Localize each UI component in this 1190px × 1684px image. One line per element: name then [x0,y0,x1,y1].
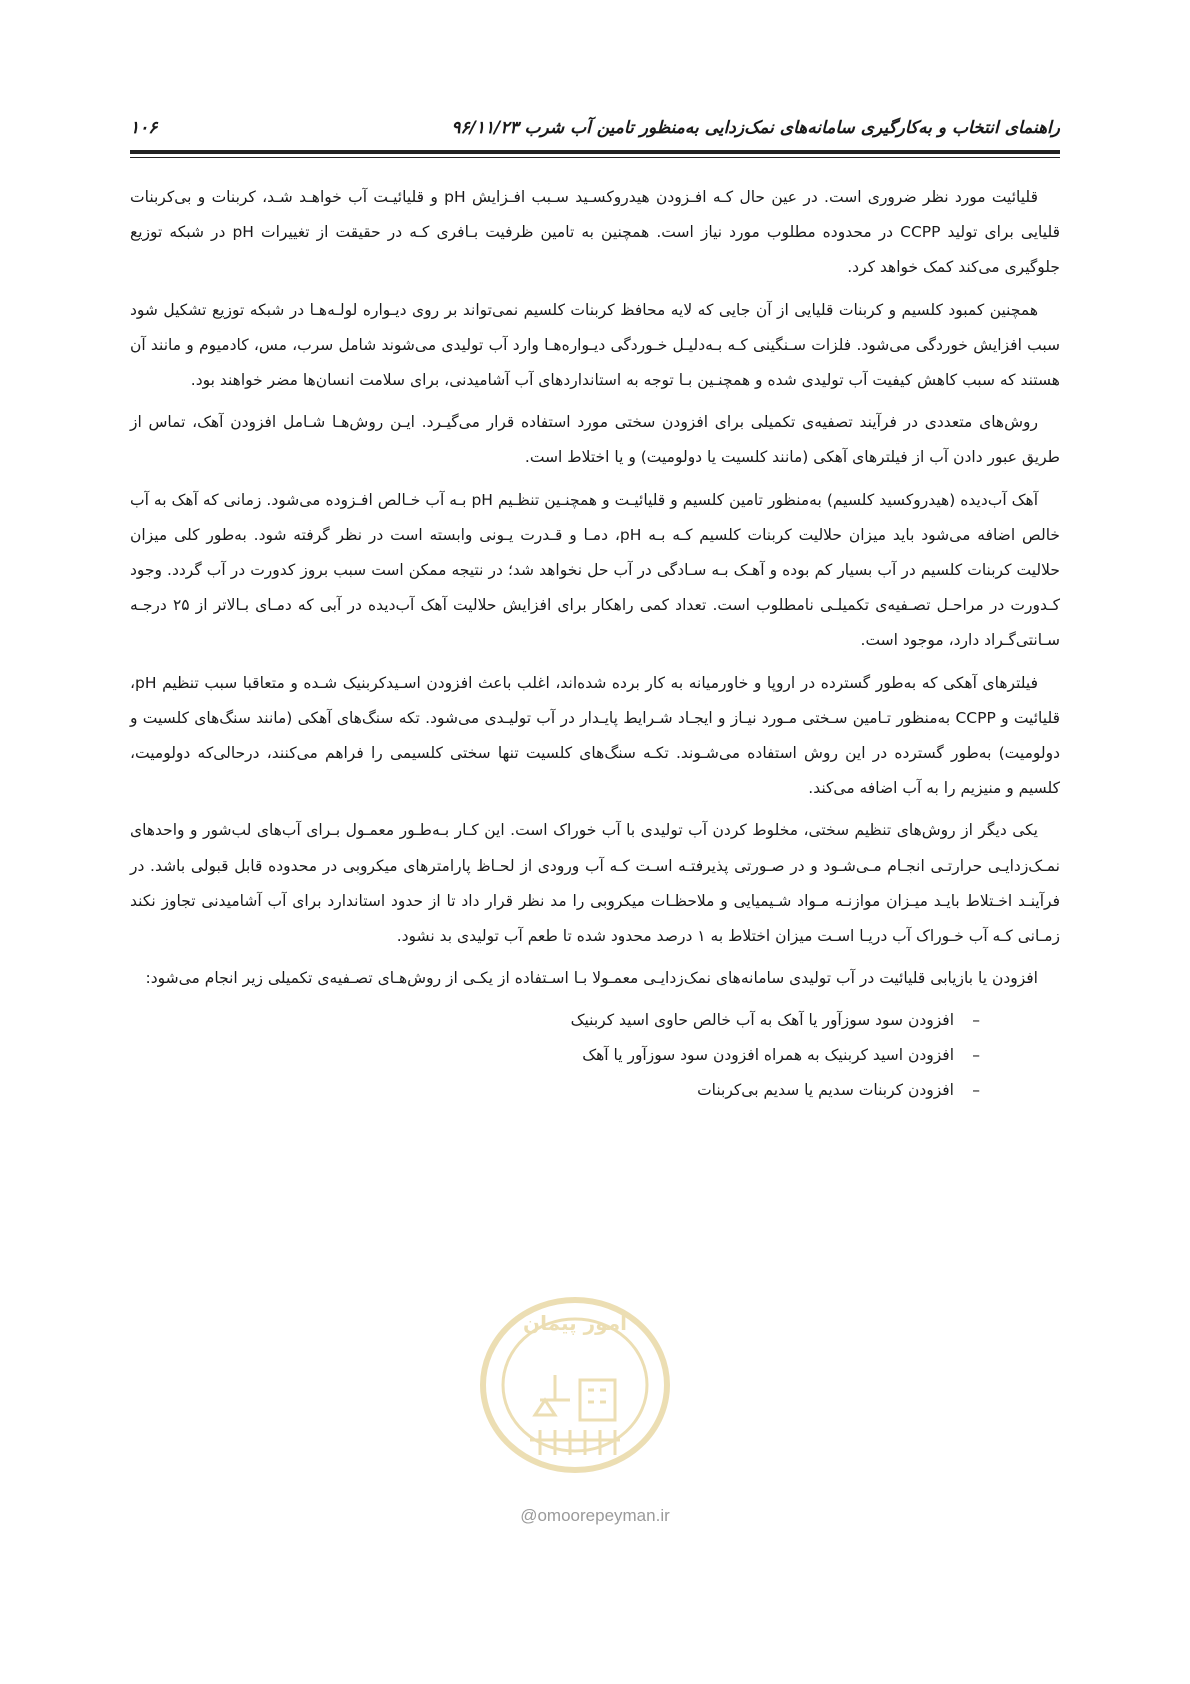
watermark-text: امور پیمان [523,1311,627,1335]
list-item-text: افزودن کربنات سدیم یا سدیم بی‌کربنات [697,1081,954,1100]
list-item [130,1038,980,1073]
running-title-text: راهنمای انتخاب و به‌کارگیری سامانه‌های نمک‌زدایی به‌منظور تامین آب شرب [524,118,1060,138]
list-item-text: افزودن اسید کربنیک به همراه افزودن سود سوزآور یا آهک [582,1046,954,1065]
list-item [130,1073,980,1108]
paragraph: آهک آب‌دیده (هیدروکسید کلسیم) به‌منظور تامین کلسیم و قلیائیـت و همچنـین تنظـیم pH بـه آب خـالص افـزوده می‌شود. زمانی که آهک به آب خالص اضافه می‌شود باید میزان حلالیت کربنات کلسیم کـه بـه pH، دمـا و قـدرت یـونی وابسته است در نظر گرفته شود. به‌طور کلی میزان حلالیت کربنات کلسیم در آب بسیار کم بوده و آهـک بـه سـادگی در آب حل نخواهد شد؛ در نتیجه ممکن است سبب بروز کدورت در آب گردد. وجود کـدورت در مراحـل تصـفیه‌ی تکمیلـی نامطلوب است. تعداد کمی راهکار برای افزایش حلالیت آهک آب‌دیده در آبی که دمـای بـالاتر از ۲۵ درجـه سـانتی‌گـراد دارد، موجود است. [130,490,1060,650]
list-item-text: افزودن سود سوزآور یا آهک به آب خالص حاوی اسید کربنیک [570,1011,954,1030]
website-watermark: @omoorepeyman.ir [520,1506,670,1525]
paragraph: افزودن یا بازیابی قلیائیت در آب تولیدی سامانه‌های نمک‌زدایـی معمـولا بـا اسـتفاده از یکـی از روش‌هـای تصـفیه‌ی تکمیلی زیر انجام می‌شود: [145,969,1038,988]
header-rule-thin [130,157,1060,158]
paragraph: قلیائیت مورد نظر ضروری است. در عین حال کـه افـزودن هیدروکسـید سـبب افـزایش pH و قلیائیـت آب خواهـد شـد، کربنات و بی‌کربنات قلیایی برای تولید CCPP در محدوده مطلوب مورد نیاز است. همچنین به تامین ظرفیت بـافری کـه در حقیقت از تغییرات pH در شبکه توزیع جلوگیری می‌کند کمک خواهد کرد. [130,188,1060,277]
page-number: ۱۰۶ [130,118,158,138]
paragraph: فیلترهای آهکی که به‌طور گسترده در اروپا و خاورمیانه به کار برده شده‌اند، اغلب باعث افزودن اسـیدکربنیک شـده و متعاقبا سبب تنظیم pH، قلیائیت و CCPP به‌منظور تـامین سـختی مـورد نیـاز و ایجـاد شـرایط پایـدار در آب تولیـدی می‌شود. تکه سنگ‌های آهکی (مانند سنگ‌های کلسیت و دولومیت) به‌طور گسترده در این روش استفاده می‌شـوند. تکـه سنگ‌های کلسیت تنها سختی کلسیمی را فراهم می‌کنند، درحالی‌که دولومیت، کلسیم و منیزیم را به آب اضافه می‌کند. [130,673,1060,798]
watermark-logo [470,1290,680,1480]
bullet-marker: – [972,1011,980,1030]
bullet-list [130,1003,1060,1108]
bullet-marker: – [972,1046,980,1065]
header-rule-thick [130,150,1060,154]
paragraph: روش‌های متعددی در فرآیند تصفیه‌ی تکمیلی برای افزودن سختی مورد استفاده قرار می‌گیـرد. ایـن روش‌هـا شـامل افزودن آهک، تماس از طریق عبور دادن آب از فیلترهای آهکی (مانند کلسیت یا دولومیت) و یا اختلاط است. [130,413,1060,467]
paragraph: یکی دیگر از روش‌های تنظیم سختی، مخلوط کردن آب تولیدی با آب خوراک است. این کـار بـه‌طـور معمـول بـرای آب‌های لب‌شور و واحدهای نمـک‌زدایـی حرارتـی انجـام مـی‌شـود و در صـورتی پذیرفتـه اسـت کـه آب ورودی از لحـاظ پارامترهای میکروبی در محدوده قابل قبولی باشد. در فرآینـد اخـتلاط بایـد میـزان موازنـه مـواد شـیمیایی و ملاحظـات میکروبی را مد نظر قرار داد تا از حدود استاندارد برای آب آشامیدنی تجاوز نکند زمـانی کـه آب خـوراک آب دریـا اسـت میزان اختلاط به ۱ درصد محدود شده تا طعم آب تولیدی بد نشود. [130,821,1060,946]
page-header [130,118,1060,144]
running-title [437,118,1060,138]
header-date: ۹۶/۱۱/۲۳ [451,118,519,138]
paragraph: همچنین کمبود کلسیم و کربنات قلیایی از آن جایی که لایه محافظ کربنات کلسیم نمی‌تواند بر روی دیـواره لولـه‌هـا در شبکه توزیع تشکیل شود سبب افزایش خوردگی می‌شود. فلزات سـنگینی کـه بـه‌دلیـل خـوردگی دیـواره‌هـا وارد آب تولیدی می‌شوند شامل سرب، مس، کادمیوم و مانند آن هستند که سبب کاهش کیفیت آب تولیدی شده و همچنـین بـا توجه به استانداردهای آب آشامیدنی، برای سلامت انسان‌ها مضر خواهند بود. [130,300,1060,390]
bullet-marker: – [972,1081,980,1100]
building-icon [580,1380,615,1420]
body-text [130,180,1060,1108]
list-item [130,1003,980,1038]
watermark-inner-ring [503,1319,647,1451]
scales-icon [535,1375,570,1415]
